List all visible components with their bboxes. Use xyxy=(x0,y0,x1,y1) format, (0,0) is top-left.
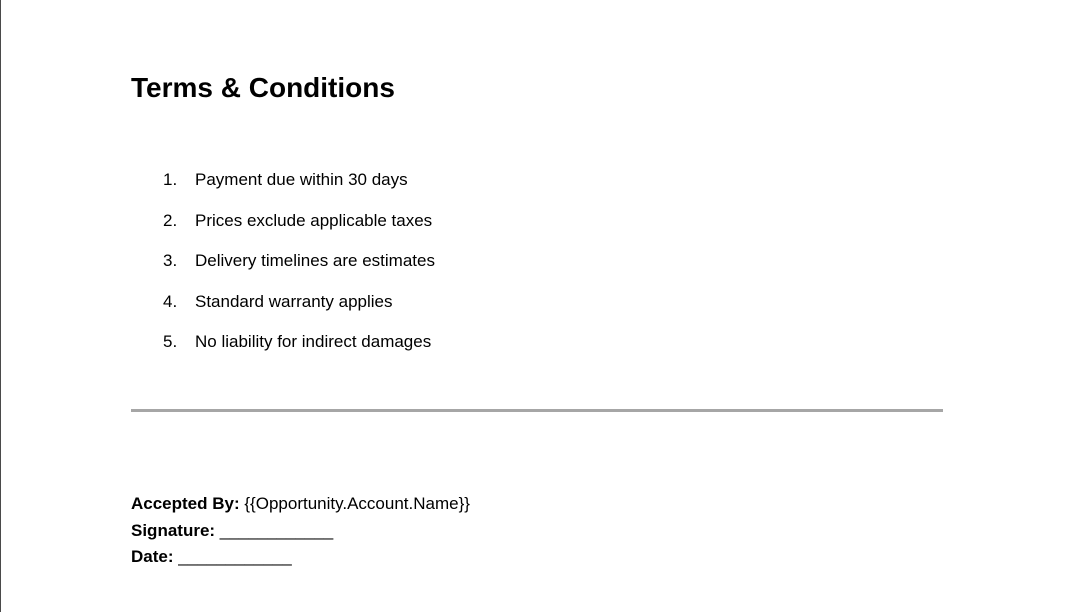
accepted-by-value: {{Opportunity.Account.Name}} xyxy=(244,494,470,513)
date-label: Date: xyxy=(131,547,174,566)
term-number: 2. xyxy=(163,210,178,230)
signature-row xyxy=(131,519,470,546)
acceptance-block xyxy=(131,492,470,572)
list-item xyxy=(163,330,435,371)
section-divider xyxy=(131,409,943,412)
term-number: 4. xyxy=(163,291,178,311)
date-row xyxy=(131,545,470,572)
window-left-border xyxy=(0,0,1,612)
term-number: 3. xyxy=(163,251,178,270)
term-text: Payment due within 30 days xyxy=(195,170,408,189)
terms-list xyxy=(163,168,435,371)
term-text: Delivery timelines are estimates xyxy=(195,251,435,270)
list-item xyxy=(163,209,435,250)
term-text: No liability for indirect damages xyxy=(195,332,432,351)
term-number: 5. xyxy=(163,332,178,351)
document-page xyxy=(131,0,943,612)
page-title: Terms & Conditions xyxy=(131,72,395,103)
term-text: Prices exclude applicable taxes xyxy=(195,210,433,230)
accepted-by-row xyxy=(131,492,470,519)
signature-label: Signature: xyxy=(131,520,216,540)
signature-line: ____________ xyxy=(219,520,334,540)
term-number: 1. xyxy=(163,170,178,189)
list-item xyxy=(163,290,435,331)
term-text: Standard warranty applies xyxy=(195,291,393,311)
list-item xyxy=(163,249,435,290)
date-line: ____________ xyxy=(178,547,292,566)
list-item xyxy=(163,168,435,209)
accepted-by-label: Accepted By: xyxy=(131,494,240,513)
